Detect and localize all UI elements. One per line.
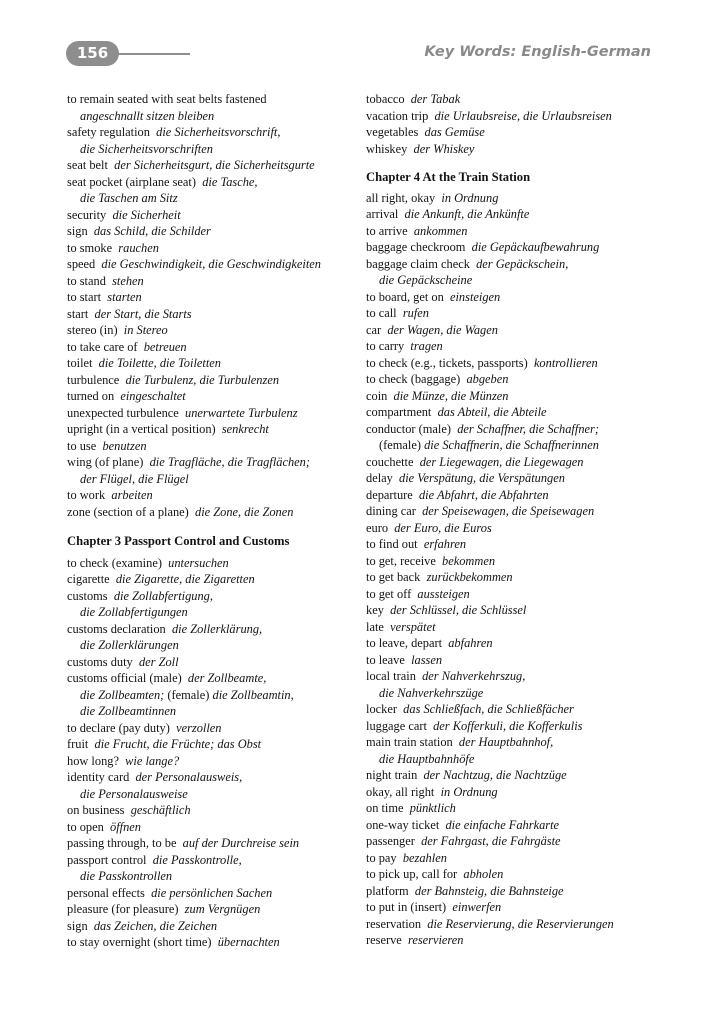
entry-german: der Schlüssel, die Schlüssel xyxy=(390,603,527,617)
entry-continuation xyxy=(67,604,359,621)
entry-english: sign xyxy=(67,224,88,238)
entry-german: rauchen xyxy=(118,240,159,255)
glossary-entry xyxy=(366,124,656,141)
entry-german: verzollen xyxy=(176,720,222,735)
entry-german: der Nahverkehrszug, xyxy=(422,669,526,683)
glossary-entry xyxy=(366,850,656,867)
entry-english: fruit xyxy=(67,737,89,751)
entry-german: zurückbekommen xyxy=(426,570,513,584)
glossary-entry xyxy=(366,520,656,537)
entry-english: main train station xyxy=(366,735,453,749)
glossary-entry xyxy=(366,833,656,850)
entry-continuation xyxy=(67,786,359,803)
entry-german: die persönlichen Sachen xyxy=(151,885,273,900)
chapter-heading: Chapter 3 Passport Control and Customs xyxy=(67,534,290,548)
entry-continuation xyxy=(366,751,656,768)
entry-english: conductor (male) xyxy=(366,421,451,436)
entry-english: coin xyxy=(366,388,388,403)
entry-english: on time xyxy=(366,801,404,815)
entry-german: senkrecht xyxy=(221,422,269,436)
glossary-entry xyxy=(67,273,359,290)
entry-german: die Zollbeamten; xyxy=(80,687,165,702)
glossary-entry xyxy=(67,421,359,438)
entry-english: to arrive xyxy=(366,223,408,238)
glossary-entry xyxy=(366,652,656,669)
entry-continuation xyxy=(67,108,359,125)
entry-english: to check (e.g., tickets, passports) xyxy=(366,355,528,370)
entry-german: öffnen xyxy=(110,819,142,834)
right-column xyxy=(366,91,656,949)
entry-german: die Zollerklärungen xyxy=(80,638,179,652)
entry-english: toilet xyxy=(67,356,93,370)
glossary-entry xyxy=(366,817,656,834)
entry-german: das Zeichen, die Zeichen xyxy=(93,918,218,933)
entry-german: der Personalausweis, xyxy=(135,770,243,784)
entry-continuation xyxy=(366,685,656,702)
entry-german: die Geschwindigkeit, die Geschwindigkeiten xyxy=(101,257,321,271)
glossary-entry xyxy=(67,835,359,852)
entry-english: vegetables xyxy=(366,125,419,139)
entry-german: die Sicherheit xyxy=(112,207,181,222)
entry-german: die Tragfläche, die Tragflächen; xyxy=(149,455,310,469)
entry-german: die Zollbeamtinnen xyxy=(80,704,177,718)
glossary-entry xyxy=(67,555,359,572)
glossary-entry xyxy=(67,670,359,720)
entry-german: die Schaffnerin, die Schaffnerinnen xyxy=(424,438,599,452)
entry-german: die Passkontrollen xyxy=(80,869,173,883)
glossary-entry xyxy=(366,536,656,553)
entry-german: eingeschaltet xyxy=(120,389,186,403)
glossary-entry xyxy=(366,866,656,883)
entry-german: die einfache Fahrkarte xyxy=(445,817,560,832)
entry-english: to get back xyxy=(366,570,421,584)
entry-english: departure xyxy=(366,487,413,502)
glossary-entry xyxy=(366,421,656,454)
entry-german: der Fahrgast, die Fahrgäste xyxy=(421,834,561,848)
entry-german: starten xyxy=(107,290,142,304)
entry-german: tragen xyxy=(410,339,443,353)
entry-english: speed xyxy=(67,257,96,271)
entry-german: die Urlaubsreise, die Urlaubsreisen xyxy=(434,108,612,123)
entry-german: arbeiten xyxy=(111,488,153,502)
entry-german: benutzen xyxy=(102,438,147,453)
entry-german: die Zollbeamtin, xyxy=(212,687,294,702)
glossary-entry xyxy=(67,207,359,224)
glossary-entry xyxy=(67,852,359,885)
entry-english: couchette xyxy=(366,454,414,469)
glossary-entry xyxy=(67,256,359,273)
entry-german: die Zigarette, die Zigaretten xyxy=(115,572,255,586)
glossary-entry xyxy=(366,503,656,520)
entry-english: stereo (in) xyxy=(67,323,118,337)
entry-german: das Gemüse xyxy=(424,125,485,139)
glossary-entry xyxy=(67,322,359,339)
entry-english: okay, all right xyxy=(366,784,435,799)
entry-english: arrival xyxy=(366,207,399,221)
entry-english: to find out xyxy=(366,537,418,551)
running-head: Key Words: English-German xyxy=(424,44,651,60)
entry-english: zone (section of a plane) xyxy=(67,504,189,519)
entry-english: late xyxy=(366,619,384,634)
glossary-entry xyxy=(67,654,359,671)
entry-english: to board, get on xyxy=(366,289,444,304)
entry-german: die Ankunft, die Ankünfte xyxy=(404,207,530,221)
glossary-entry xyxy=(67,388,359,405)
entry-german: der Zoll xyxy=(138,654,179,669)
entry-german: der Sicherheitsgurt, die Sicherheitsgurte xyxy=(114,158,315,172)
entry-english: to call xyxy=(366,306,397,320)
glossary-entry xyxy=(67,504,359,521)
entry-german: abholen xyxy=(463,867,504,881)
glossary-entry xyxy=(366,91,656,108)
entry-english: car xyxy=(366,322,382,337)
entry-english: seat pocket (airplane seat) xyxy=(67,174,197,189)
entry-german: angeschnallt sitzen bleiben xyxy=(80,108,215,123)
glossary-entry xyxy=(67,372,359,389)
entry-german: der Whiskey xyxy=(413,141,475,156)
entry-german: der Start, die Starts xyxy=(94,306,192,321)
glossary-entry xyxy=(366,454,656,471)
entry-german: der Kofferkuli, die Kofferkulis xyxy=(433,718,583,733)
glossary-entry xyxy=(366,916,656,933)
glossary-entry xyxy=(366,223,656,240)
entry-german: wie lange? xyxy=(125,753,180,768)
entry-english: key xyxy=(366,603,384,617)
glossary-entry xyxy=(366,305,656,322)
entry-german: erfahren xyxy=(423,537,467,551)
entry-german: übernachten xyxy=(217,935,280,949)
entry-continuation xyxy=(67,190,359,207)
entry-german: der Gepäckschein, xyxy=(476,256,569,271)
entry-german: der Wagen, die Wagen xyxy=(387,322,498,337)
glossary-entry xyxy=(67,802,359,819)
entry-english: to declare (pay duty) xyxy=(67,720,170,735)
glossary-entry xyxy=(67,339,359,356)
entry-english: to work xyxy=(67,488,106,502)
entry-english: security xyxy=(67,207,107,222)
glossary-entry xyxy=(67,753,359,770)
entry-english: baggage checkroom xyxy=(366,240,466,254)
glossary-entry xyxy=(366,734,656,767)
entry-english: turned on xyxy=(67,389,115,403)
entry-german: die Hauptbahnhöfe xyxy=(379,751,475,766)
glossary-entry xyxy=(366,190,656,207)
glossary-entry xyxy=(67,736,359,753)
entry-continuation xyxy=(67,471,359,488)
entry-german: die Nahverkehrszüge xyxy=(379,685,484,700)
entry-german: der Euro, die Euros xyxy=(394,520,492,535)
entry-english: reservation xyxy=(366,916,422,931)
entry-german: die Zollabfertigungen xyxy=(80,605,188,619)
entry-english: customs duty xyxy=(67,654,133,669)
glossary-entry xyxy=(366,586,656,603)
entry-english: luggage cart xyxy=(366,718,427,733)
left-column xyxy=(67,91,359,951)
entry-english: seat belt xyxy=(67,158,108,172)
entry-german: in Ordnung xyxy=(440,784,498,799)
entry-german: bekommen xyxy=(442,553,496,568)
entry-german: die Münze, die Münzen xyxy=(393,388,509,403)
entry-english: to pick up, call for xyxy=(366,867,458,881)
glossary-entry xyxy=(366,388,656,405)
entry-german: die Abfahrt, die Abfahrten xyxy=(418,487,549,502)
entry-german: die Reservierung, die Reservierungen xyxy=(427,916,614,931)
entry-german: die Tasche, xyxy=(202,174,258,189)
entry-german: der Bahnsteig, die Bahnsteige xyxy=(414,883,564,898)
entry-english: tobacco xyxy=(366,92,405,106)
glossary-entry xyxy=(67,91,359,124)
entry-german: untersuchen xyxy=(168,555,229,570)
entry-german: die Zollerklärung, xyxy=(171,621,263,636)
glossary-entry xyxy=(366,701,656,718)
entry-english: to remain seated with seat belts fastened xyxy=(67,92,267,106)
entry-german: einwerfen xyxy=(452,900,502,914)
glossary-entry xyxy=(67,157,359,174)
glossary-entry xyxy=(366,569,656,586)
glossary-entry xyxy=(366,239,656,256)
entry-english: start xyxy=(67,306,89,321)
entry-continuation xyxy=(67,637,359,654)
glossary-entry xyxy=(67,571,359,588)
entry-english: vacation trip xyxy=(366,108,429,123)
glossary-entry xyxy=(67,720,359,737)
entry-german: rufen xyxy=(402,306,429,320)
chapter-heading: Chapter 4 At the Train Station xyxy=(366,170,531,184)
entry-german: die Turbulenz, die Turbulenzen xyxy=(125,372,280,387)
entry-german: zum Vergnügen xyxy=(184,902,261,916)
entry-german: der Schaffner, die Schaffner; xyxy=(457,421,599,436)
entry-english: to stand xyxy=(67,273,106,288)
entry-english: how long? xyxy=(67,753,119,768)
entry-continuation xyxy=(67,687,359,704)
glossary-entry xyxy=(366,487,656,504)
glossary-entry xyxy=(366,404,656,421)
entry-german: in Stereo xyxy=(123,323,168,337)
entry-german: verspätet xyxy=(390,619,436,634)
entry-english: sign xyxy=(67,918,88,933)
glossary-entry xyxy=(366,108,656,125)
entry-english: upright (in a vertical position) xyxy=(67,422,216,436)
entry-english: locker xyxy=(366,702,397,716)
entry-english: to smoke xyxy=(67,240,113,255)
entry-english: local train xyxy=(366,669,416,683)
entry-english: customs declaration xyxy=(67,621,166,636)
entry-german: die Gepäckscheine xyxy=(379,273,473,287)
glossary-entry xyxy=(366,800,656,817)
entry-continuation xyxy=(366,272,656,289)
entry-english: to use xyxy=(67,438,97,453)
entry-german: die Verspätung, die Verspätungen xyxy=(399,471,565,485)
glossary-entry xyxy=(67,934,359,951)
glossary-entry xyxy=(366,322,656,339)
entry-english: compartment xyxy=(366,405,432,419)
entry-english: to open xyxy=(67,819,104,834)
glossary-entry xyxy=(366,668,656,701)
entry-english: to check (examine) xyxy=(67,555,162,570)
entry-english: baggage claim check xyxy=(366,256,470,271)
entry-german: der Zollbeamte, xyxy=(187,671,267,685)
entry-german: der Flügel, die Flügel xyxy=(80,471,189,486)
entry-english: platform xyxy=(366,883,409,898)
entry-german: auf der Durchreise sein xyxy=(182,836,300,850)
entry-english: wing (of plane) xyxy=(67,455,144,469)
entry-english: (female) xyxy=(379,438,421,452)
entry-english: reserve xyxy=(366,933,402,947)
entry-german: die Frucht, die Früchte; das Obst xyxy=(94,737,262,751)
entry-german: der Tabak xyxy=(410,92,461,106)
entry-german: geschäftlich xyxy=(130,803,191,817)
entry-english: pleasure (for pleasure) xyxy=(67,902,179,916)
entry-english: (female) xyxy=(167,687,210,702)
entry-english: to get off xyxy=(366,586,412,601)
entry-continuation xyxy=(67,703,359,720)
entry-english: to check (baggage) xyxy=(366,372,461,386)
glossary-entry xyxy=(366,141,656,158)
entry-german: unerwartete Turbulenz xyxy=(185,405,298,420)
glossary-entry xyxy=(67,405,359,422)
entry-english: to pay xyxy=(366,850,397,865)
entry-english: customs official (male) xyxy=(67,671,182,685)
entry-english: identity card xyxy=(67,770,130,784)
entry-english: whiskey xyxy=(366,141,408,156)
entry-german: die Sicherheitsvorschriften xyxy=(80,141,213,156)
entry-german: die Toilette, die Toiletten xyxy=(98,356,221,370)
entry-german: die Personalausweise xyxy=(80,786,188,801)
entry-german: das Abteil, die Abteile xyxy=(437,405,547,419)
entry-german: die Passkontrolle, xyxy=(152,852,242,867)
entry-english: night train xyxy=(366,768,418,782)
glossary-entry xyxy=(67,174,359,207)
entry-english: dining car xyxy=(366,504,416,518)
entry-continuation xyxy=(67,141,359,158)
glossary-entry xyxy=(67,487,359,504)
entry-german: der Liegewagen, die Liegewagen xyxy=(419,454,584,469)
glossary-entry xyxy=(366,553,656,570)
glossary-entry xyxy=(67,769,359,802)
header-rule xyxy=(116,53,190,55)
glossary-entry xyxy=(366,619,656,636)
entry-english: unexpected turbulence xyxy=(67,405,179,420)
entry-english: to put in (insert) xyxy=(366,900,447,914)
glossary-entry xyxy=(366,635,656,652)
entry-english: delay xyxy=(366,471,393,485)
entry-english: customs xyxy=(67,588,108,603)
glossary-entry xyxy=(67,621,359,654)
entry-german: reservieren xyxy=(407,933,464,947)
entry-english: to stay overnight (short time) xyxy=(67,935,212,949)
entry-english: cigarette xyxy=(67,572,110,586)
glossary-entry xyxy=(366,355,656,372)
entry-german: die Zone, die Zonen xyxy=(195,504,294,519)
entry-english: on business xyxy=(67,803,125,817)
entry-german: betreuen xyxy=(143,339,187,354)
entry-english: to leave, depart xyxy=(366,636,443,650)
entry-german: die Taschen am Sitz xyxy=(80,191,178,205)
entry-english: safety regulation xyxy=(67,125,150,139)
entry-german: einsteigen xyxy=(449,289,501,304)
entry-german: in Ordnung xyxy=(441,190,499,205)
glossary-entry xyxy=(67,819,359,836)
entry-german: bezahlen xyxy=(402,850,447,865)
entry-german: der Speisewagen, die Speisewagen xyxy=(422,504,595,518)
entry-english: passport control xyxy=(67,852,147,867)
entry-german: lassen xyxy=(411,652,443,667)
entry-german: abfahren xyxy=(448,636,493,650)
entry-german: die Zollabfertigung, xyxy=(113,588,213,603)
entry-german: das Schild, die Schilder xyxy=(93,224,211,238)
entry-german: die Sicherheitsvorschrift, xyxy=(156,125,281,139)
entry-english: to get, receive xyxy=(366,553,436,568)
glossary-entry xyxy=(366,784,656,801)
glossary-entry xyxy=(366,338,656,355)
glossary-entry xyxy=(67,438,359,455)
glossary-entry xyxy=(366,371,656,388)
glossary-entry xyxy=(366,718,656,735)
entry-german: abgeben xyxy=(466,372,509,386)
entry-german: das Schließfach, die Schließfächer xyxy=(403,702,574,716)
entry-german: ankommen xyxy=(413,223,468,238)
glossary-entry xyxy=(67,918,359,935)
glossary-entry xyxy=(366,206,656,223)
entry-english: passenger xyxy=(366,834,415,848)
entry-english: all right, okay xyxy=(366,190,436,205)
glossary-entry xyxy=(366,767,656,784)
entry-german: der Hauptbahnhof, xyxy=(458,735,554,749)
glossary-entry xyxy=(67,901,359,918)
entry-german: stehen xyxy=(112,273,144,288)
glossary-entry xyxy=(67,289,359,306)
glossary-entry xyxy=(67,355,359,372)
glossary-entry xyxy=(67,124,359,157)
glossary-entry xyxy=(366,932,656,949)
page-header xyxy=(0,0,717,70)
entry-english: one-way ticket xyxy=(366,817,440,832)
entry-english: passing through, to be xyxy=(67,836,177,850)
glossary-entry xyxy=(67,454,359,487)
entry-continuation xyxy=(366,437,656,454)
entry-german: kontrollieren xyxy=(533,355,598,370)
glossary-entry xyxy=(67,240,359,257)
glossary-entry xyxy=(67,885,359,902)
entry-german: der Nachtzug, die Nachtzüge xyxy=(423,768,567,782)
entry-continuation xyxy=(67,868,359,885)
glossary-entry xyxy=(366,899,656,916)
entry-english: to leave xyxy=(366,652,405,667)
entry-german: pünktlich xyxy=(409,801,456,815)
glossary-entry xyxy=(67,306,359,323)
entry-english: turbulence xyxy=(67,372,120,387)
glossary-entry xyxy=(366,883,656,900)
entry-english: euro xyxy=(366,520,389,535)
glossary-entry xyxy=(366,602,656,619)
glossary-entry xyxy=(366,289,656,306)
glossary-entry xyxy=(67,588,359,621)
glossary-entry xyxy=(67,223,359,240)
entry-english: to start xyxy=(67,290,102,304)
entry-german: die Gepäckaufbewahrung xyxy=(471,240,600,254)
glossary-entry xyxy=(366,256,656,289)
entry-english: to take care of xyxy=(67,339,138,354)
entry-english: personal effects xyxy=(67,885,145,900)
entry-english: to carry xyxy=(366,339,405,353)
glossary-entry xyxy=(366,470,656,487)
entry-german: aussteigen xyxy=(417,586,470,601)
page-number: 156 xyxy=(66,41,119,66)
